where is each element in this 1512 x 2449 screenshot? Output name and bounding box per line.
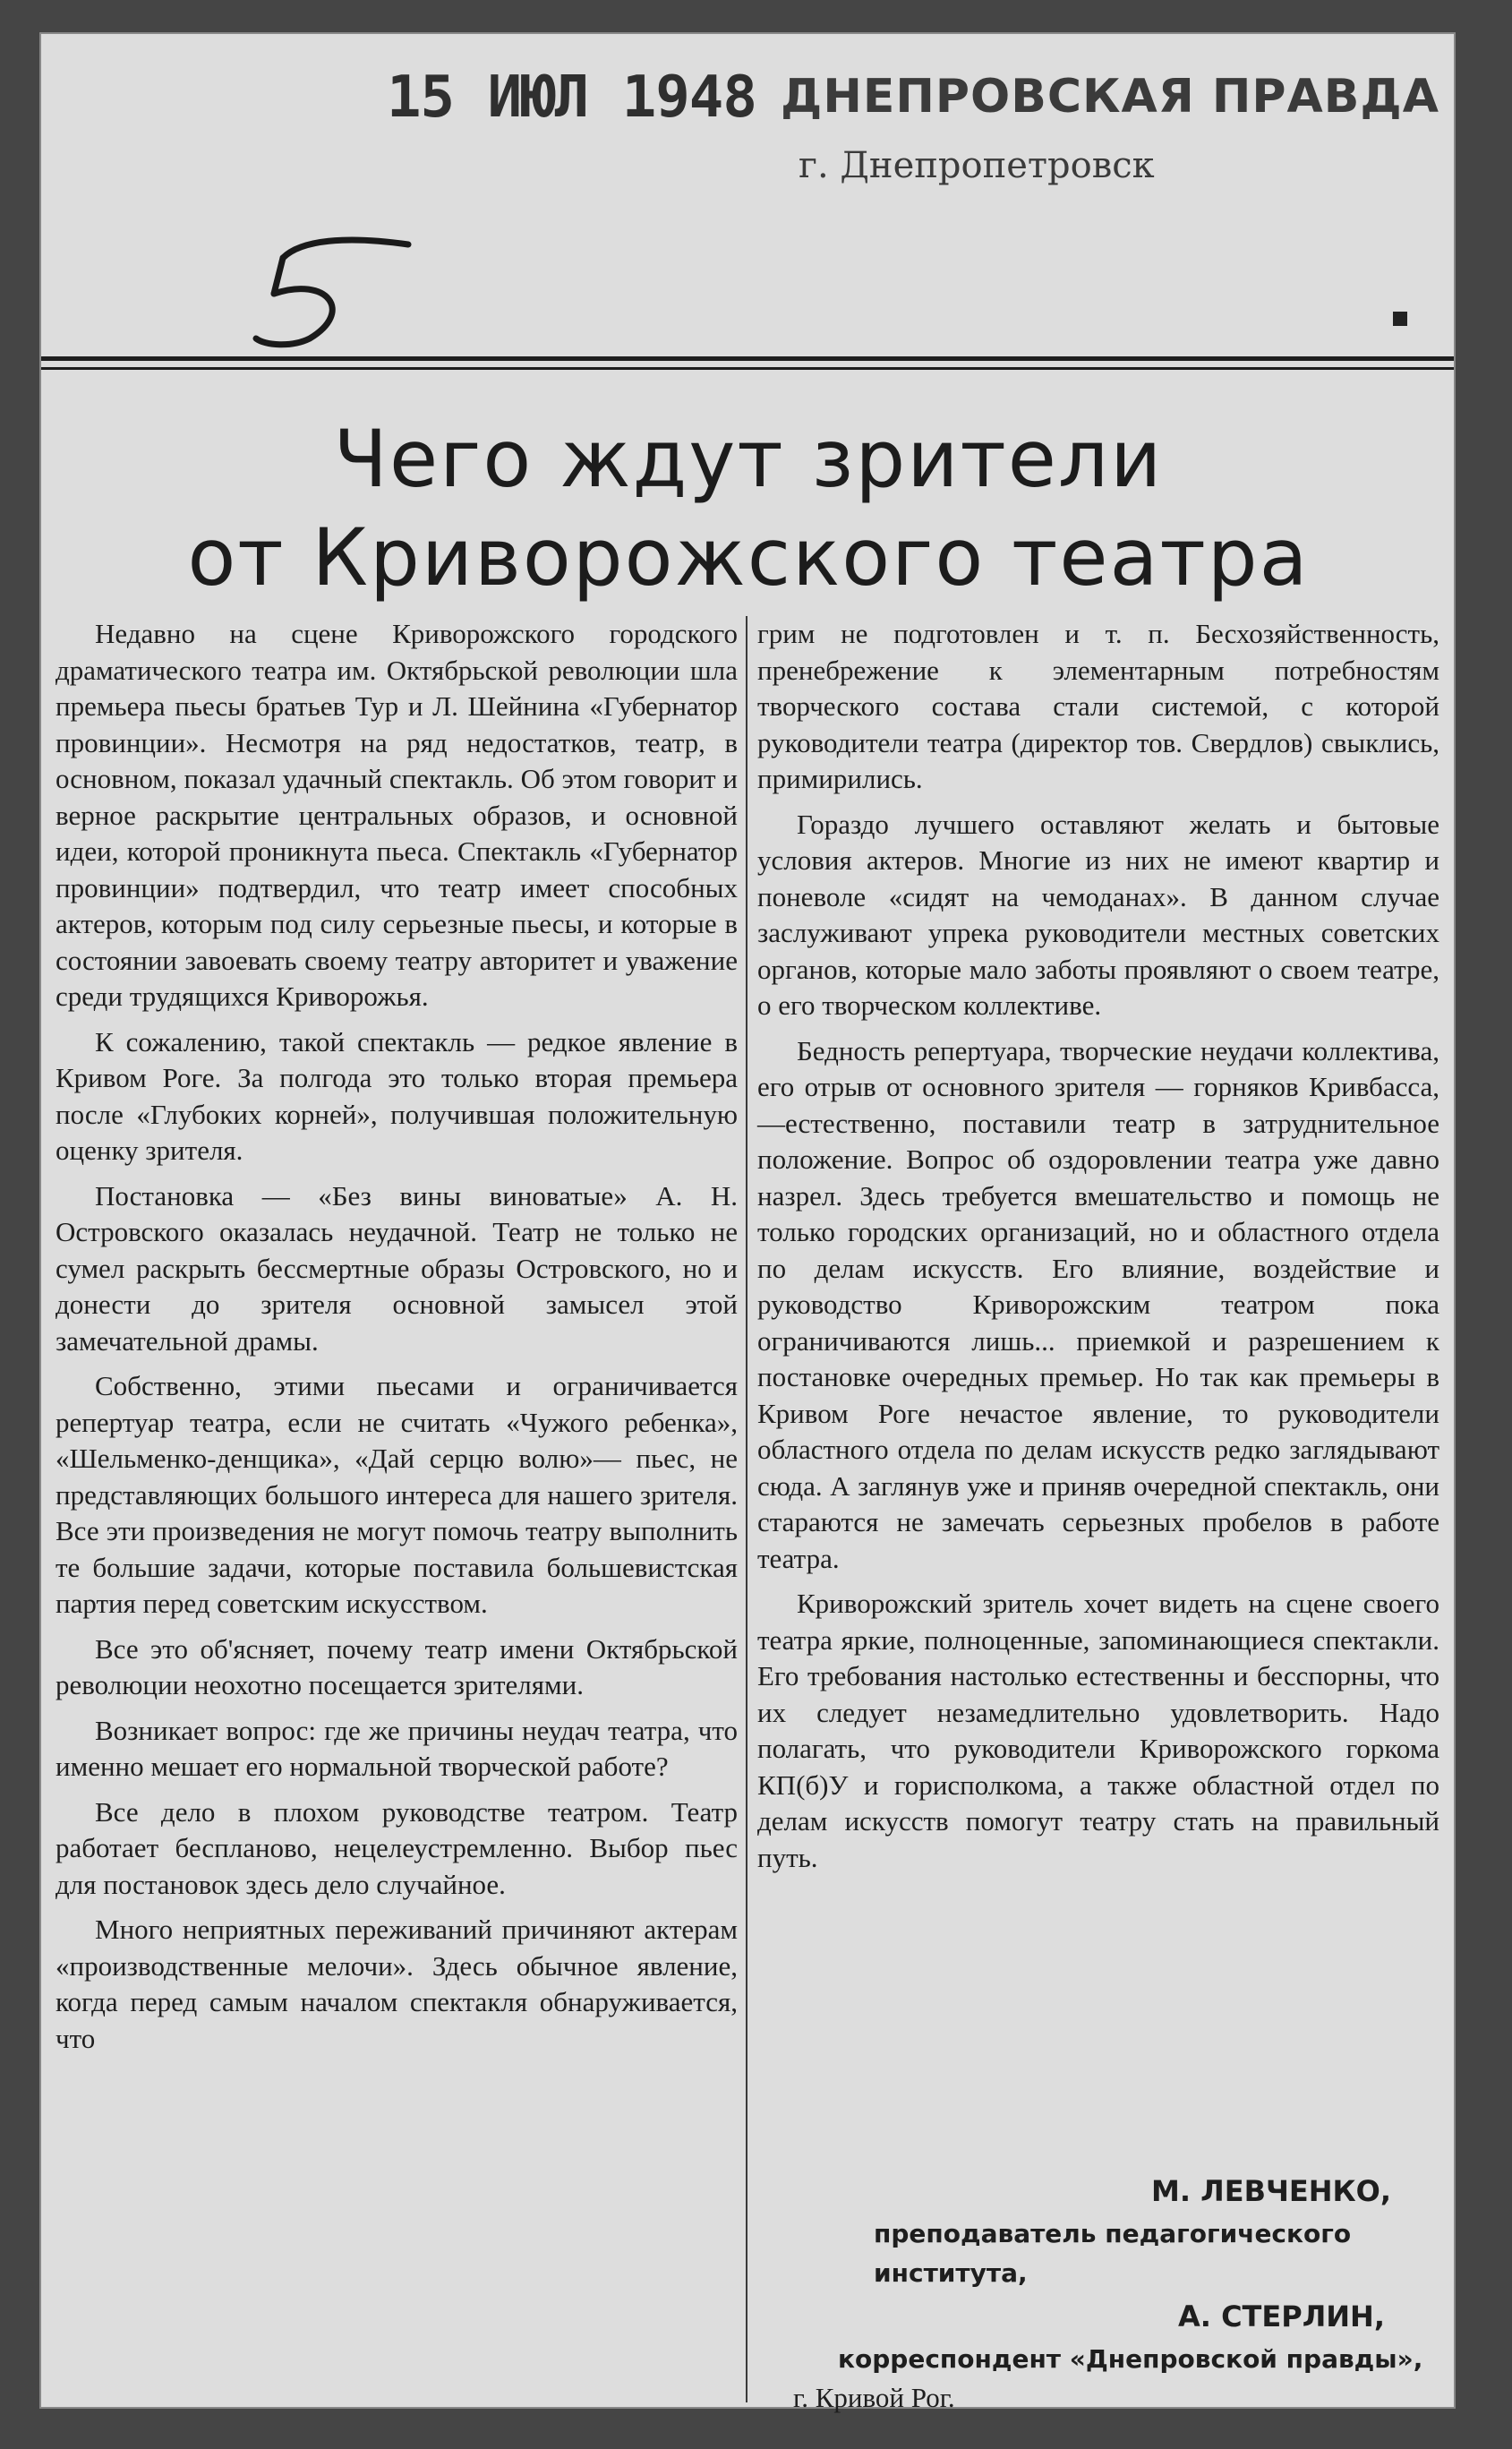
paragraph: Постановка — «Без вины виноватые» А. Н. Островского оказалась неудачной. Театр не только не сумел раскрыть бессмертные образы Островского, но и донести до зрителя основной замысел этой замечательной драмы. <box>56 1179 738 1357</box>
paragraph: К сожалению, такой спектакль — редкое явление в Кривом Роге. За полгода это только вторая премьера после «Глубоких корней», получившая положительную оценку зрителя. <box>56 1025 738 1166</box>
article-headline <box>95 410 1402 607</box>
paragraph: Все дело в плохом руководстве театром. Театр работает беспланово, нецелеустремленно. Выбор пьес для постановок здесь дело случайное. <box>56 1795 738 1900</box>
column-divider <box>746 616 747 2402</box>
header-rule-thin <box>41 367 1454 370</box>
paragraph-continued: грим не подготовлен и т. п. Бесхозяйственность, пренебрежение к элементарным потребностям творческого состава стали системой, с которой руководители театра (директор тов. Свердлов) свыклись, примирились. <box>757 618 1439 794</box>
paragraph: Бедность репертуара, творческие неудачи коллектива, его отрыв от основного зрителя — горняков Кривбасса,—естественно, поставили театр в затруднительное положение. Вопрос об оздоровлении театра уже давно назрел. Здесь требуется вмешательство и помощь не только городских организаций, но и областного отдела по делам искусств. Его влияние, воздействие и руководство Криворожским театром пока ограничиваются лишь... приемкой и разрешением к постановке очередных премьер. Но так как премьеры в Кривом Роге нечастое явление, то руководители областного отдела по делам искусств редко заглядывают сюда. А заглянув уже и приняв очередной спектакль, они стараются не замечать серьезных пробелов в работе театра. <box>757 1034 1439 1574</box>
paragraph: Собственно, этими пьесами и ограничивается репертуар театра, если не считать «Чужого ребенка», «Шельменко-денщика», «Дай серцю волю»— пьес, не представляющих большого интереса для нашего зрителя. Все эти произведения не могут помочь театру выполнить те большие задачи, которые поставила большевистская партия перед советским искусством. <box>56 1370 738 1619</box>
paragraph: Много неприятных переживаний причиняют актерам «производственные мелочи». Здесь обычное явление, когда перед самым началом спектакля обнаруживается, что <box>56 1914 738 2054</box>
paragraph: Недавно на сцене Криворожского городского драматического театра им. Октябрьской революции шла премьера пьесы братьев Тур и Л. Шейнина «Губернатор провинции». Несмотря на ряд недостатков, театр, в основном, показал удачный спектакль. Об этом говорит и верное раскрытие центральных образов, и основной идеи, которой проникнута пьеса. Спектакль «Губернатор провинции» подтвердил, что театр имеет способных актеров, которым под силу серьезные пьесы, и которые в состоянии завоевать своему театру авторитет и уважение среди трудящихся Криворожья. <box>56 618 738 1012</box>
stamp-city: г. Днепропетровск <box>799 145 1155 186</box>
stamp-date: 15 ИЮЛ 1948 <box>387 64 756 131</box>
author-role-2: корреспондент «Днепровской правды», <box>838 2344 1423 2374</box>
author-name-1: М. ЛЕВЧЕНКО, <box>1151 2174 1391 2208</box>
stamp-newspaper-name: ДНЕПРОВСКАЯ ПРАВДА <box>781 70 1439 124</box>
author-role-1: преподаватель педагогического института, <box>874 2219 1352 2288</box>
headline-line-2: от Криворожского театра <box>187 511 1310 604</box>
header-rule <box>41 356 1454 361</box>
author-city: г. Кривой Рог. <box>793 2382 955 2413</box>
headline-line-1: Чего ждут зрители <box>333 413 1164 505</box>
newspaper-clipping <box>41 34 1454 2413</box>
article-column-right <box>757 616 1439 1876</box>
paragraph: Гораздо лучшего оставляют желать и бытовые условия актеров. Многие из них не имеют квартир и поневоле «сидят на чемоданах». В данном случае заслуживают упрека руководители местных советских органов, которые мало заботы проявляют о своем театре, о его творческом коллективе. <box>757 808 1439 1021</box>
author-name-2: А. СТЕРЛИН, <box>1178 2299 1385 2333</box>
paragraph: Криворожский зритель хочет видеть на сцене своего театра яркие, полноценные, запоминающиеся спектакли. Его требования настолько естественны и бесспорны, что их следует незамедлительно удовлетворить. Надо полагать, что руководители Криворожского горкома КП(б)У и горисполкома, а также областной отдел по делам искусств помогут театру стать на правильный путь. <box>757 1588 1439 1873</box>
archive-stamp <box>91 38 1461 226</box>
article-column-left <box>56 616 738 2057</box>
paragraph: Все это об'ясняет, почему театр имени Октябрьской революции неохотно посещается зрителями. <box>56 1632 738 1700</box>
handwritten-number-5 <box>247 231 426 356</box>
paragraph: Возникает вопрос: где же причины неудач театра, что именно мешает его нормальной творческой работе? <box>56 1714 738 1782</box>
ink-mark <box>1393 312 1407 326</box>
